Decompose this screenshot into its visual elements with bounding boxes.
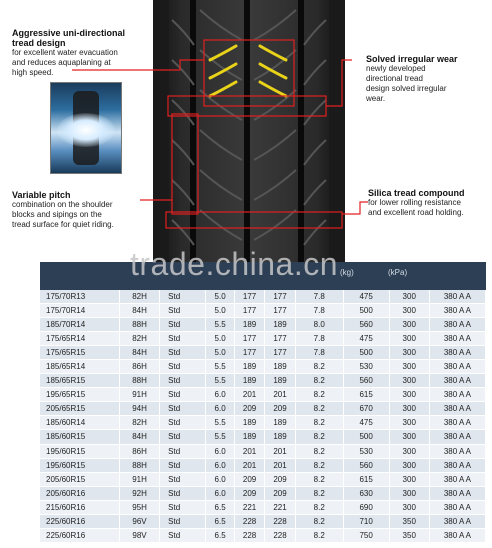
size-cell: 215/60R16 (40, 500, 119, 514)
load-speed-cell: 82H (119, 290, 159, 304)
type-cell: Std (160, 500, 206, 514)
load-speed-cell: 98V (119, 528, 159, 542)
width-cell: 209 (234, 402, 264, 416)
rim-cell: 5.5 (206, 430, 234, 444)
type-cell: Std (160, 332, 206, 346)
size-cell: 225/60R16 (40, 528, 119, 542)
type-cell: Std (160, 444, 206, 458)
spec-table-body (40, 290, 486, 542)
utqg-cell: 380 A A (429, 458, 485, 472)
load-speed-cell: 88H (119, 318, 159, 332)
pressure-cell: 300 (389, 304, 429, 318)
callout-title: Silica tread compound (368, 188, 465, 198)
load-speed-cell: 94H (119, 402, 159, 416)
pressure-cell: 300 (389, 416, 429, 430)
rim-cell: 6.5 (206, 528, 234, 542)
rim-cell: 5.5 (206, 318, 234, 332)
width2-cell: 189 (265, 318, 295, 332)
callout-title: Aggressive uni-directional (12, 28, 126, 38)
utqg-cell: 380 A A (429, 290, 485, 304)
table-row (40, 318, 486, 332)
load-speed-cell: 86H (119, 444, 159, 458)
callout-body: wear. (366, 94, 386, 103)
pressure-cell: 350 (389, 514, 429, 528)
rim-cell: 6.0 (206, 388, 234, 402)
load-speed-cell: 84H (119, 430, 159, 444)
load-cell: 530 (343, 360, 389, 374)
utqg-cell: 380 A A (429, 346, 485, 360)
width-cell: 177 (234, 304, 264, 318)
pressure-cell: 300 (389, 430, 429, 444)
width-cell: 177 (234, 346, 264, 360)
pressure-cell: 300 (389, 388, 429, 402)
rim-cell: 6.0 (206, 402, 234, 416)
table-row (40, 528, 486, 542)
depth-cell: 8.2 (295, 402, 343, 416)
callout-body: and reduces aquaplaning at (12, 58, 111, 67)
size-cell: 175/65R15 (40, 346, 119, 360)
width-cell: 189 (234, 360, 264, 374)
width2-cell: 177 (265, 290, 295, 304)
utqg-cell: 380 A A (429, 416, 485, 430)
load-speed-cell: 96V (119, 514, 159, 528)
width2-cell: 177 (265, 304, 295, 318)
load-speed-cell: 92H (119, 486, 159, 500)
header-pressure-unit: (kPa) (388, 268, 408, 277)
load-cell: 560 (343, 318, 389, 332)
callout-silica (368, 188, 465, 218)
size-cell: 185/70R14 (40, 318, 119, 332)
type-cell: Std (160, 304, 206, 318)
width-cell: 201 (234, 388, 264, 402)
width2-cell: 201 (265, 388, 295, 402)
type-cell: Std (160, 388, 206, 402)
tyre-spec-table (40, 290, 486, 543)
width-cell: 209 (234, 486, 264, 500)
table-row (40, 360, 486, 374)
load-cell: 615 (343, 388, 389, 402)
groove (244, 0, 250, 262)
utqg-cell: 380 A A (429, 318, 485, 332)
table-row (40, 374, 486, 388)
load-speed-cell: 91H (119, 388, 159, 402)
load-speed-cell: 88H (119, 458, 159, 472)
depth-cell: 8.2 (295, 444, 343, 458)
width-cell: 201 (234, 444, 264, 458)
size-cell: 185/60R14 (40, 416, 119, 430)
utqg-cell: 380 A A (429, 402, 485, 416)
utqg-cell: 380 A A (429, 374, 485, 388)
utqg-cell: 380 A A (429, 332, 485, 346)
load-speed-cell: 88H (119, 374, 159, 388)
width-cell: 228 (234, 514, 264, 528)
depth-cell: 7.8 (295, 304, 343, 318)
callout-body: and excellent road holding. (368, 208, 464, 217)
size-cell: 195/65R15 (40, 388, 119, 402)
groove (298, 0, 304, 262)
size-cell: 185/65R14 (40, 360, 119, 374)
size-cell: 175/70R14 (40, 304, 119, 318)
width2-cell: 177 (265, 332, 295, 346)
load-speed-cell: 86H (119, 360, 159, 374)
utqg-cell: 380 A A (429, 444, 485, 458)
depth-cell: 8.2 (295, 388, 343, 402)
table-row (40, 472, 486, 486)
width2-cell: 189 (265, 374, 295, 388)
pressure-cell: 300 (389, 402, 429, 416)
load-speed-cell: 82H (119, 416, 159, 430)
load-speed-cell: 82H (119, 332, 159, 346)
size-cell: 225/60R16 (40, 514, 119, 528)
callout-body: newly developed (366, 64, 426, 73)
width2-cell: 209 (265, 472, 295, 486)
width2-cell: 201 (265, 458, 295, 472)
table-row (40, 430, 486, 444)
width-cell: 201 (234, 458, 264, 472)
type-cell: Std (160, 514, 206, 528)
rim-cell: 5.0 (206, 304, 234, 318)
depth-cell: 7.8 (295, 332, 343, 346)
utqg-cell: 380 A A (429, 486, 485, 500)
pressure-cell: 300 (389, 444, 429, 458)
callout-variable-pitch (12, 190, 114, 230)
width2-cell: 209 (265, 402, 295, 416)
depth-cell: 8.2 (295, 472, 343, 486)
load-cell: 670 (343, 402, 389, 416)
photo-water-spray (57, 113, 115, 147)
table-row (40, 458, 486, 472)
utqg-cell: 380 A A (429, 388, 485, 402)
load-cell: 615 (343, 472, 389, 486)
callout-body: blocks and sipings on the (12, 210, 102, 219)
load-cell: 690 (343, 500, 389, 514)
load-cell: 475 (343, 332, 389, 346)
width-cell: 189 (234, 430, 264, 444)
load-cell: 560 (343, 374, 389, 388)
depth-cell: 8.2 (295, 528, 343, 542)
callout-irregular-wear (366, 54, 458, 104)
size-cell: 205/60R15 (40, 472, 119, 486)
depth-cell: 8.0 (295, 318, 343, 332)
depth-cell: 7.8 (295, 290, 343, 304)
utqg-cell: 380 A A (429, 304, 485, 318)
pressure-cell: 300 (389, 374, 429, 388)
rim-cell: 5.0 (206, 290, 234, 304)
callout-body: design solved irregular (366, 84, 447, 93)
utqg-cell: 380 A A (429, 430, 485, 444)
utqg-cell: 380 A A (429, 528, 485, 542)
width-cell: 177 (234, 332, 264, 346)
utqg-cell: 380 A A (429, 514, 485, 528)
depth-cell: 8.2 (295, 514, 343, 528)
table-row (40, 290, 486, 304)
size-cell: 205/65R15 (40, 402, 119, 416)
width2-cell: 189 (265, 430, 295, 444)
callout-title: Variable pitch (12, 190, 71, 200)
depth-cell: 8.2 (295, 486, 343, 500)
type-cell: Std (160, 430, 206, 444)
load-speed-cell: 84H (119, 346, 159, 360)
callout-body: for lower rolling resistance (368, 198, 461, 207)
table-row (40, 402, 486, 416)
type-cell: Std (160, 346, 206, 360)
rim-cell: 5.5 (206, 360, 234, 374)
table-row (40, 500, 486, 514)
type-cell: Std (160, 318, 206, 332)
load-cell: 475 (343, 290, 389, 304)
pressure-cell: 300 (389, 290, 429, 304)
depth-cell: 8.2 (295, 430, 343, 444)
depth-cell: 8.2 (295, 500, 343, 514)
rim-cell: 6.0 (206, 472, 234, 486)
type-cell: Std (160, 458, 206, 472)
pressure-cell: 300 (389, 360, 429, 374)
type-cell: Std (160, 402, 206, 416)
callout-body: combination on the shoulder (12, 200, 113, 209)
width-cell: 221 (234, 500, 264, 514)
width2-cell: 189 (265, 360, 295, 374)
width2-cell: 177 (265, 346, 295, 360)
load-speed-cell: 84H (119, 304, 159, 318)
width-cell: 189 (234, 374, 264, 388)
load-cell: 710 (343, 514, 389, 528)
size-cell: 195/60R15 (40, 458, 119, 472)
rim-cell: 5.5 (206, 374, 234, 388)
wet-traction-photo (50, 82, 122, 174)
load-speed-cell: 95H (119, 500, 159, 514)
pressure-cell: 300 (389, 318, 429, 332)
width-cell: 228 (234, 528, 264, 542)
rim-cell: 6.0 (206, 444, 234, 458)
type-cell: Std (160, 528, 206, 542)
type-cell: Std (160, 416, 206, 430)
size-cell: 185/60R15 (40, 430, 119, 444)
load-cell: 630 (343, 486, 389, 500)
rim-cell: 6.0 (206, 486, 234, 500)
size-cell: 175/70R13 (40, 290, 119, 304)
width-cell: 209 (234, 472, 264, 486)
utqg-cell: 380 A A (429, 500, 485, 514)
callout-body: directional tread (366, 74, 423, 83)
pressure-cell: 350 (389, 528, 429, 542)
rim-cell: 6.0 (206, 458, 234, 472)
load-cell: 475 (343, 416, 389, 430)
callout-title: tread design (12, 38, 66, 48)
pressure-cell: 300 (389, 458, 429, 472)
width2-cell: 228 (265, 514, 295, 528)
left-shoulder (153, 0, 169, 262)
pressure-cell: 300 (389, 486, 429, 500)
rim-cell: 5.5 (206, 416, 234, 430)
rim-cell: 5.0 (206, 346, 234, 360)
rim-cell: 6.5 (206, 514, 234, 528)
width2-cell: 189 (265, 416, 295, 430)
size-cell: 205/60R16 (40, 486, 119, 500)
pressure-cell: 300 (389, 332, 429, 346)
width-cell: 189 (234, 416, 264, 430)
type-cell: Std (160, 374, 206, 388)
table-row (40, 416, 486, 430)
callout-body: tread surface for quiet riding. (12, 220, 114, 229)
width2-cell: 209 (265, 486, 295, 500)
load-cell: 560 (343, 458, 389, 472)
width2-cell: 201 (265, 444, 295, 458)
size-cell: 195/60R15 (40, 444, 119, 458)
table-row (40, 388, 486, 402)
size-cell: 175/65R14 (40, 332, 119, 346)
table-row (40, 332, 486, 346)
load-cell: 530 (343, 444, 389, 458)
utqg-cell: 380 A A (429, 360, 485, 374)
table-row (40, 444, 486, 458)
pressure-cell: 300 (389, 500, 429, 514)
load-cell: 500 (343, 430, 389, 444)
rim-cell: 6.5 (206, 500, 234, 514)
type-cell: Std (160, 486, 206, 500)
table-row (40, 514, 486, 528)
utqg-cell: 380 A A (429, 472, 485, 486)
type-cell: Std (160, 472, 206, 486)
right-shoulder (329, 0, 345, 262)
table-row (40, 486, 486, 500)
load-cell: 750 (343, 528, 389, 542)
load-cell: 500 (343, 304, 389, 318)
type-cell: Std (160, 290, 206, 304)
table-row (40, 346, 486, 360)
width2-cell: 228 (265, 528, 295, 542)
header-load-unit: (kg) (340, 268, 354, 277)
depth-cell: 7.8 (295, 346, 343, 360)
table-row (40, 304, 486, 318)
pressure-cell: 300 (389, 346, 429, 360)
width-cell: 177 (234, 290, 264, 304)
watermark: trade.china.cn (130, 246, 339, 282)
callout-title: Solved irregular wear (366, 54, 458, 64)
size-cell: 185/65R15 (40, 374, 119, 388)
width2-cell: 221 (265, 500, 295, 514)
width-cell: 189 (234, 318, 264, 332)
pressure-cell: 300 (389, 472, 429, 486)
depth-cell: 8.2 (295, 416, 343, 430)
type-cell: Std (160, 360, 206, 374)
load-speed-cell: 91H (119, 472, 159, 486)
depth-cell: 8.2 (295, 458, 343, 472)
depth-cell: 8.2 (295, 374, 343, 388)
callout-body: high speed. (12, 68, 54, 77)
load-cell: 500 (343, 346, 389, 360)
callout-directional (12, 28, 125, 78)
callout-body: for excellent water evacuation (12, 48, 118, 57)
depth-cell: 8.2 (295, 360, 343, 374)
rim-cell: 5.0 (206, 332, 234, 346)
